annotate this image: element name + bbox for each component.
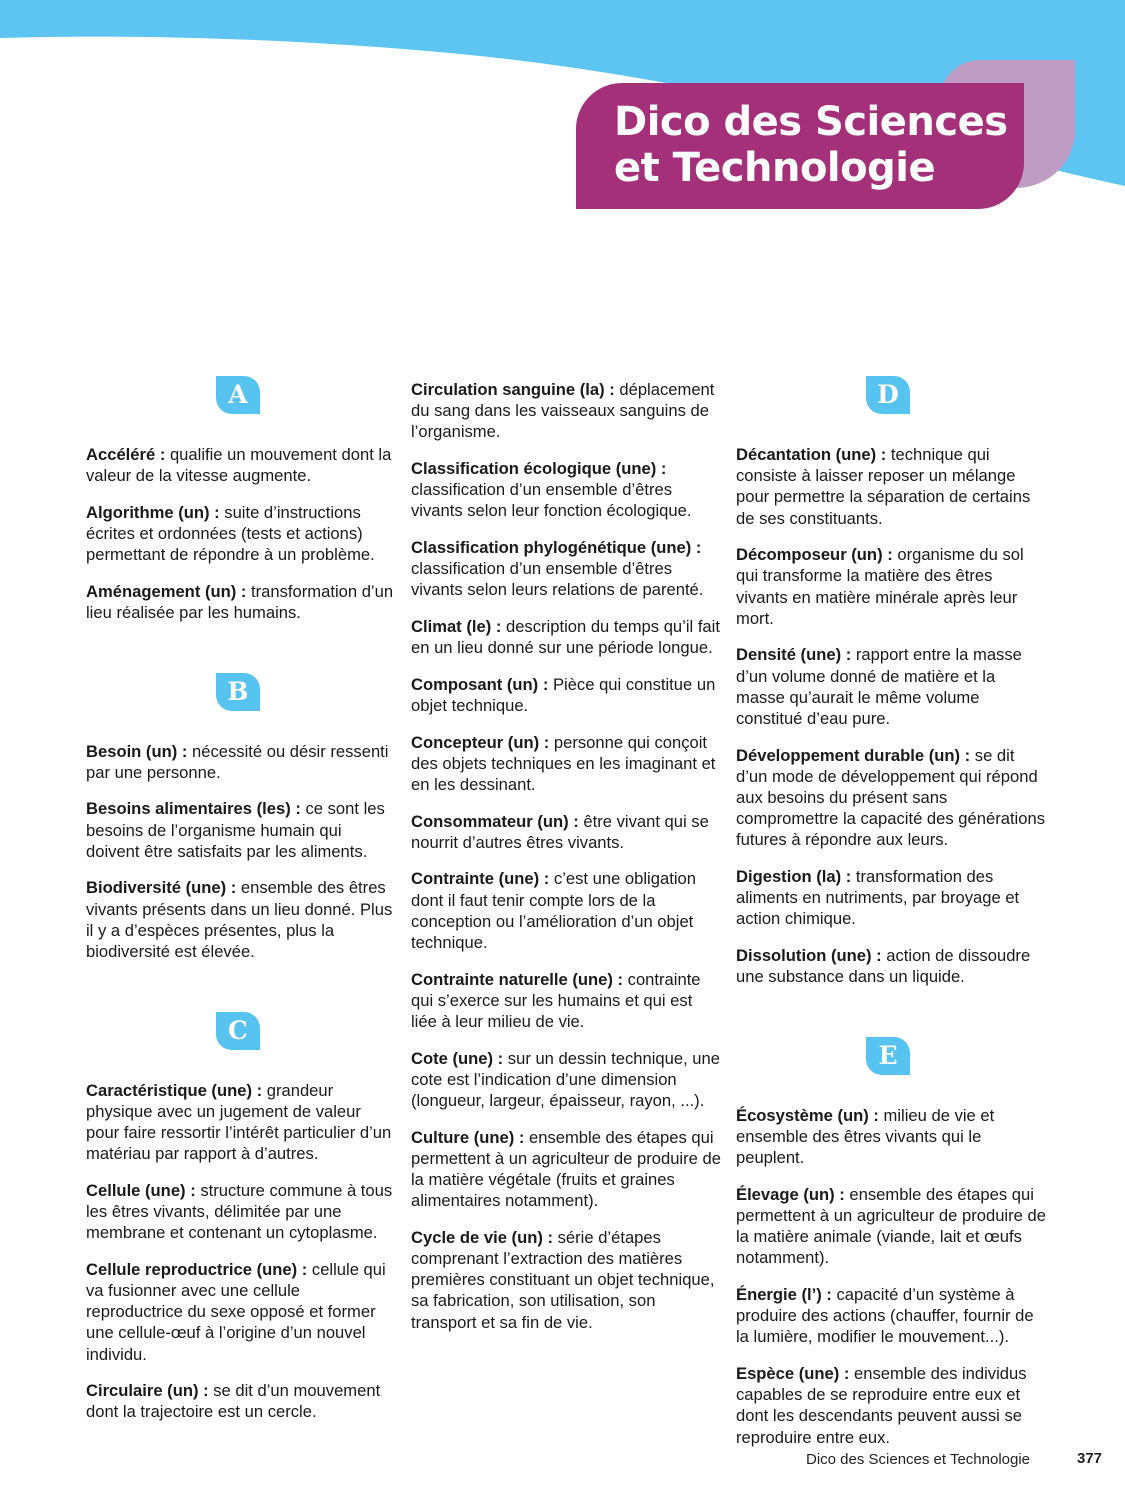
entry-definition: série d’étapes comprenant l’extraction des matières premières constituant un objet technique, sa fabrication, son utilisation, son transport et sa fin de vie. xyxy=(411,1227,715,1332)
entry-term: Écosystème (un) xyxy=(736,1105,869,1125)
entry-definition: ensemble des êtres vivants présents dans un lieu donné. Plus il y a d’espèces présentes, plus la biodiversité est élevée. xyxy=(86,878,393,961)
entry-definition: ce sont les besoins de l’organisme humain qui doivent être satisfaits par les aliments. xyxy=(86,799,385,861)
entry-definition: milieu de vie et ensemble des êtres vivants qui le peuplent. xyxy=(736,1105,995,1168)
glossary-entry: Aménagement (un) : transformation d’un lieu réalisée par les humains. xyxy=(86,581,394,622)
entry-term: Dissolution (une) xyxy=(736,946,872,966)
entry-definition: sur un dessin technique, une cote est l’indication d’une dimension (longueur, largeur, épaisseur, rayon, ...). xyxy=(411,1048,720,1110)
entry-term: Contrainte naturelle (une) xyxy=(411,969,613,989)
glossary-entry: Caractéristique (une) : grandeur physique avec un jugement de valeur pour faire ressortir l’intérêt particulier d’un matériau par rapport à d’autres. xyxy=(86,1080,392,1164)
entry-definition: nécessité ou désir ressenti par une personne. xyxy=(86,741,389,782)
glossary-entry: Accéléré : qualifie un mouvement dont la valeur de la vitesse augmente. xyxy=(86,445,392,486)
page-title-line-1: Dico des Sciences xyxy=(614,99,1008,145)
entry-definition: c’est une obligation dont il faut tenir compte lors de la conception ou l’amélioration d’un objet technique. xyxy=(411,869,696,952)
entry-term: Consommateur (un) xyxy=(411,811,569,831)
letter-badge-a: A xyxy=(216,376,260,414)
entry-term: Besoin (un) xyxy=(86,741,178,761)
entry-term: Caractéristique (une) xyxy=(86,1080,252,1100)
page-title-block xyxy=(576,83,1024,209)
column-1 xyxy=(86,376,396,1438)
glossary-entry: Dissolution (une) : action de dissoudre une substance dans un liquide. xyxy=(736,946,1031,987)
entry-term: Cellule (une) xyxy=(86,1180,186,1200)
glossary-entry: Circulation sanguine (la) : déplacement du sang dans les vaisseaux sanguins de l’organisme. xyxy=(411,380,715,442)
entry-definition: se dit d’un mouvement dont la trajectoire est un cercle. xyxy=(86,1381,381,1422)
glossary-entry: Classification écologique (une) : classification d’un ensemble d’êtres vivants selon leur fonction écologique. xyxy=(411,459,692,521)
entry-term: Concepteur (un) xyxy=(411,732,540,752)
entry-definition: technique qui consiste à laisser reposer un mélange pour permettre la séparation de certains de ses constituants. xyxy=(736,445,1031,528)
entry-definition: personne qui conçoit des objets techniques en les imaginant et en les dessinant. xyxy=(411,732,716,794)
entry-definition: transformation d’un lieu réalisée par les humains. xyxy=(86,581,394,622)
entry-definition: Pièce qui constitue un objet technique. xyxy=(411,674,716,715)
entry-term: Cycle de vie (un) xyxy=(411,1227,543,1247)
glossary-entry: Concepteur (un) : personne qui conçoit des objets techniques en les imaginant et en les dessinant. xyxy=(411,732,716,794)
glossary-entry: Cellule (une) : structure commune à tous les êtres vivants, délimitée par une membrane et contenant un cytoplasme. xyxy=(86,1180,393,1243)
glossary-entry: Cycle de vie (un) : série d’étapes comprenant l’extraction des matières premières constituant un objet technique, sa fabrication, son utilisation, son transport et sa fin de vie. xyxy=(411,1227,715,1332)
glossary-entry: Algorithme (un) : suite d’instructions écrites et ordonnées (tests et actions) permettant de répondre à un problème. xyxy=(86,502,375,565)
entry-definition: contrainte qui s’exerce sur les humains et qui est liée à leur milieu de vie. xyxy=(411,969,701,1031)
glossary-entry: Climat (le) : description du temps qu’il fait en un lieu donné sur une période longue. xyxy=(411,617,720,658)
glossary-entry: Cellule reproductrice (une) : cellule qui va fusionner avec une cellule reproductrice du sexe opposé et former une cellule-œuf à l’origine d’un nouvel individu. xyxy=(86,1259,386,1364)
entry-definition: qualifie un mouvement dont la valeur de la vitesse augmente. xyxy=(86,445,392,486)
entry-definition: classification d’un ensemble d’êtres vivants selon leurs relations de parenté. xyxy=(411,559,704,600)
glossary-entry: Contrainte (une) : c’est une obligation dont il faut tenir compte lors de la conception ou l’amélioration d’un objet technique. xyxy=(411,869,696,952)
glossary-entry: Culture (une) : ensemble des étapes qui permettent à un agriculteur de produire de la matière végétale (fruits et graines alimentaires notamment). xyxy=(411,1127,721,1211)
entry-term: Culture (une) xyxy=(411,1127,515,1147)
glossary-entry: Décomposeur (un) : organisme du sol qui transforme la matière des êtres vivants en matière minérale après leur mort. xyxy=(736,545,1024,628)
glossary-entry: Contrainte naturelle (une) : contrainte qui s’exerce sur les humains et qui est liée à leur milieu de vie. xyxy=(411,969,701,1031)
entry-term: Composant (un) xyxy=(411,674,539,694)
entry-term: Accéléré xyxy=(86,445,156,464)
entry-term: Classification phylogénétique (une) xyxy=(411,538,692,557)
column-3 xyxy=(736,376,1046,1463)
entry-definition: se dit d’un mode de développement qui répond aux besoins du présent sans compromettre la capacité des générations futures à répondre aux leurs. xyxy=(736,745,1045,850)
entry-definition: ensemble des étapes qui permettent à un agriculteur de produire de la matière animale (viande, lait et œufs notamment). xyxy=(736,1184,1046,1268)
entry-term: Algorithme (un) xyxy=(86,502,210,522)
glossary-entry: Élevage (un) : ensemble des étapes qui permettent à un agriculteur de produire de la matière animale (viande, lait et œufs notamment). xyxy=(736,1184,1046,1268)
entry-definition: transformation des aliments en nutriments, par broyage et action chimique. xyxy=(736,867,1020,929)
entry-definition: description du temps qu’il fait en un lieu donné sur une période longue. xyxy=(411,617,720,658)
entry-term: Développement durable (un) xyxy=(736,745,961,765)
entry-term: Besoins alimentaires (les) xyxy=(86,799,291,819)
glossary-entry: Énergie (l’) : capacité d’un système à produire des actions (chauffer, fournir de la lumière, modifier le mouvement...). xyxy=(736,1285,1034,1347)
entry-definition: grandeur physique avec un jugement de valeur pour faire ressortir l’intérêt particulier d’un matériau par rapport à d’autres. xyxy=(86,1080,392,1164)
entry-term: Énergie (l’) xyxy=(736,1285,822,1305)
entry-definition: structure commune à tous les êtres vivants, délimitée par une membrane et contenant un cytoplasme. xyxy=(86,1180,393,1243)
entry-term: Densité (une) xyxy=(736,645,842,665)
entry-definition: être vivant qui se nourrit d’autres êtres vivants. xyxy=(411,811,709,852)
entry-term: Cote (une) xyxy=(411,1048,494,1068)
entry-term: Biodiversité (une) xyxy=(86,878,227,898)
footer-running-title: Dico des Sciences et Technologie xyxy=(806,1451,1031,1468)
glossary-entry: Besoins alimentaires (les) : ce sont les besoins de l’organisme humain qui doivent être satisfaits par les aliments. xyxy=(86,799,385,861)
entry-definition: organisme du sol qui transforme la matière des êtres vivants en matière minérale après leur mort. xyxy=(736,545,1024,628)
glossary-entry: Classification phylogénétique (une) : classification d’un ensemble d’êtres vivants selon leurs relations de parenté. xyxy=(411,538,704,600)
entry-definition: action de dissoudre une substance dans un liquide. xyxy=(736,946,1031,987)
letter-badge-b: B xyxy=(216,673,260,711)
entry-term: Cellule reproductrice (une) xyxy=(86,1259,298,1279)
entry-definition: cellule qui va fusionner avec une cellule reproductrice du sexe opposé et former une cellule-œuf à l’origine d’un nouvel individu. xyxy=(86,1259,386,1364)
letter-badge-d: D xyxy=(866,376,910,414)
glossary-entry: Développement durable (un) : se dit d’un mode de développement qui répond aux besoins du présent sans compromettre la capacité des générations futures à répondre aux leurs. xyxy=(736,745,1045,850)
glossary-entry: Écosystème (un) : milieu de vie et ensemble des êtres vivants qui le peuplent. xyxy=(736,1105,995,1168)
entry-term: Élevage (un) xyxy=(736,1184,835,1204)
glossary-entry: Circulaire (un) : se dit d’un mouvement dont la trajectoire est un cercle. xyxy=(86,1381,381,1422)
page-number: 377 xyxy=(1077,1450,1103,1467)
glossary-entry: Cote (une) : sur un dessin technique, une cote est l’indication d’une dimension (longueur, largeur, épaisseur, rayon, ...). xyxy=(411,1048,720,1110)
entry-term: Classification écologique (une) xyxy=(411,459,657,478)
glossary-entry: Espèce (une) : ensemble des individus capables de se reproduire entre eux et dont les descendants peuvent aussi se reproduire entre eux. xyxy=(736,1364,1027,1447)
glossary-entry: Biodiversité (une) : ensemble des êtres vivants présents dans un lieu donné. Plus il y a d’espèces présentes, plus la biodiversité est élevée. xyxy=(86,878,393,961)
entry-term: Circulaire (un) xyxy=(86,1381,199,1401)
entry-term: Climat (le) xyxy=(411,617,492,636)
entry-term: Espèce (une) xyxy=(736,1364,840,1384)
entry-definition: capacité d’un système à produire des actions (chauffer, fournir de la lumière, modifier le mouvement...). xyxy=(736,1285,1034,1347)
column-2 xyxy=(411,379,721,1348)
glossary-entry: Besoin (un) : nécessité ou désir ressenti par une personne. xyxy=(86,741,389,782)
entry-term: Aménagement (un) xyxy=(86,581,237,601)
page-title-line-2: et Technologie xyxy=(614,145,936,191)
entry-term: Digestion (la) xyxy=(736,867,842,887)
glossary-entry: Digestion (la) : transformation des aliments en nutriments, par broyage et action chimique. xyxy=(736,867,1020,929)
entry-definition: classification d’un ensemble d’êtres vivants selon leur fonction écologique. xyxy=(411,480,692,521)
entry-definition: déplacement du sang dans les vaisseaux sanguins de l’organisme. xyxy=(411,380,715,442)
entry-definition: suite d’instructions écrites et ordonnées (tests et actions) permettant de répondre à un problème. xyxy=(86,502,375,565)
entry-definition: rapport entre la masse d’un volume donné de matière et la masse qu’aurait le même volume constitué d’eau pure. xyxy=(736,645,1022,729)
glossary-entry: Consommateur (un) : être vivant qui se nourrit d’autres êtres vivants. xyxy=(411,811,709,852)
glossary-entry: Densité (une) : rapport entre la masse d’un volume donné de matière et la masse qu’aurait le même volume constitué d’eau pure. xyxy=(736,645,1022,729)
glossary-entry: Composant (un) : Pièce qui constitue un objet technique. xyxy=(411,674,716,715)
letter-badge-e: E xyxy=(866,1037,910,1075)
entry-definition: ensemble des individus capables de se reproduire entre eux et dont les descendants peuvent aussi se reproduire entre eux. xyxy=(736,1364,1027,1447)
entry-term: Décomposeur (un) xyxy=(736,545,883,565)
entry-term: Décantation (une) xyxy=(736,445,877,464)
entry-term: Contrainte (une) xyxy=(411,869,540,889)
glossary-entry: Décantation (une) : technique qui consiste à laisser reposer un mélange pour permettre la séparation de certains de ses constituants. xyxy=(736,445,1031,528)
entry-definition: ensemble des étapes qui permettent à un agriculteur de produire de la matière végétale (fruits et graines alimentaires notamment). xyxy=(411,1127,721,1211)
letter-badge-c: C xyxy=(216,1012,260,1050)
entry-term: Circulation sanguine (la) xyxy=(411,380,605,399)
